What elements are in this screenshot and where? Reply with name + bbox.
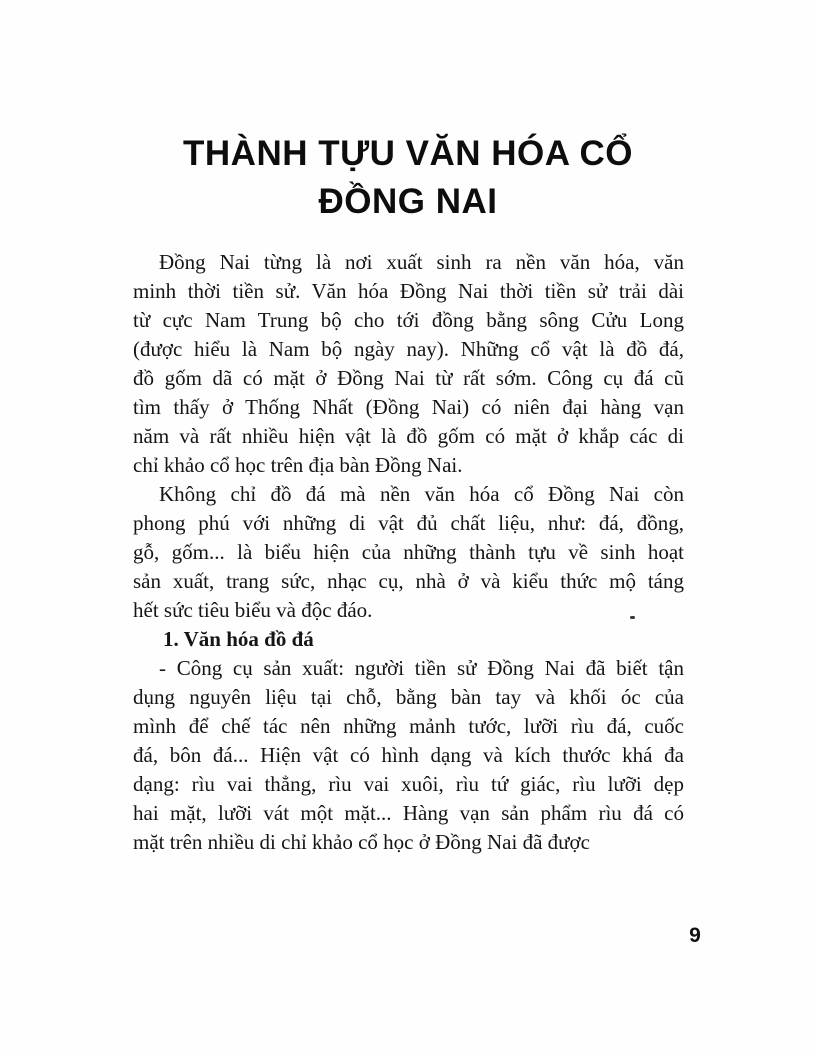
paragraph-2 — [133, 480, 684, 625]
text-line: phong phú với những di vật đủ chất liệu, như: đá, đồng, — [133, 511, 684, 535]
text-line: mặt trên nhiều di chỉ khảo cổ học ở Đồng Nai đã được — [133, 830, 590, 854]
text-line: từ cực Nam Trung bộ cho tới đồng bằng sông Cửu Long — [133, 308, 684, 332]
text-line: hai mặt, lưỡi vát một mặt... Hàng vạn sản phẩm rìu đá có — [133, 801, 684, 825]
text-line: gỗ, gốm... là biểu hiện của những thành tựu về sinh hoạt — [133, 540, 684, 564]
body-text — [133, 248, 684, 857]
text-line: - Công cụ sản xuất: người tiền sử Đồng Nai đã biết tận — [159, 656, 684, 680]
scan-artifact-dot — [630, 616, 635, 619]
text-line: minh thời tiền sử. Văn hóa Đồng Nai thời tiền sử trải dài — [133, 279, 684, 303]
text-line: (được hiểu là Nam bộ ngày nay). Những cổ vật là đồ đá, — [133, 337, 684, 361]
page-title — [0, 130, 816, 226]
text-line: Đồng Nai từng là nơi xuất sinh ra nền văn hóa, văn — [159, 250, 684, 274]
paragraph-1 — [133, 248, 684, 480]
title-line-1: THÀNH TỰU VĂN HÓA CỔ — [183, 134, 633, 173]
text-line: Không chỉ đồ đá mà nền văn hóa cổ Đồng Nai còn — [159, 482, 684, 506]
text-line: năm và rất nhiều hiện vật là đồ gốm có mặt ở khắp các di — [133, 424, 684, 448]
text-line: đá, bôn đá... Hiện vật có hình dạng và kích thước khá đa — [133, 743, 684, 767]
text-line: mình để chế tác nên những mảnh tước, lưỡi rìu đá, cuốc — [133, 714, 684, 738]
text-line: dạng: rìu vai thẳng, rìu vai xuôi, rìu tứ giác, rìu lưỡi dẹp — [133, 772, 684, 796]
text-line: chỉ khảo cổ học trên địa bàn Đồng Nai. — [133, 453, 463, 477]
text-line: đồ gốm dã có mặt ở Đồng Nai từ rất sớm. Công cụ đá cũ — [133, 366, 684, 390]
text-line: tìm thấy ở Thống Nhất (Đồng Nai) có niên đại hàng vạn — [133, 395, 684, 419]
text-line: hết sức tiêu biểu và độc đáo. — [133, 598, 373, 622]
page-number: 9 — [689, 924, 701, 947]
text-line: sản xuất, trang sức, nhạc cụ, nhà ở và kiểu thức mộ táng — [133, 569, 684, 593]
paragraph-3 — [133, 654, 684, 857]
title-line-2: ĐỒNG NAI — [318, 182, 498, 221]
text-line: dụng nguyên liệu tại chỗ, bằng bàn tay và khối óc của — [133, 685, 684, 709]
section-heading: 1. Văn hóa đồ đá — [163, 627, 314, 651]
